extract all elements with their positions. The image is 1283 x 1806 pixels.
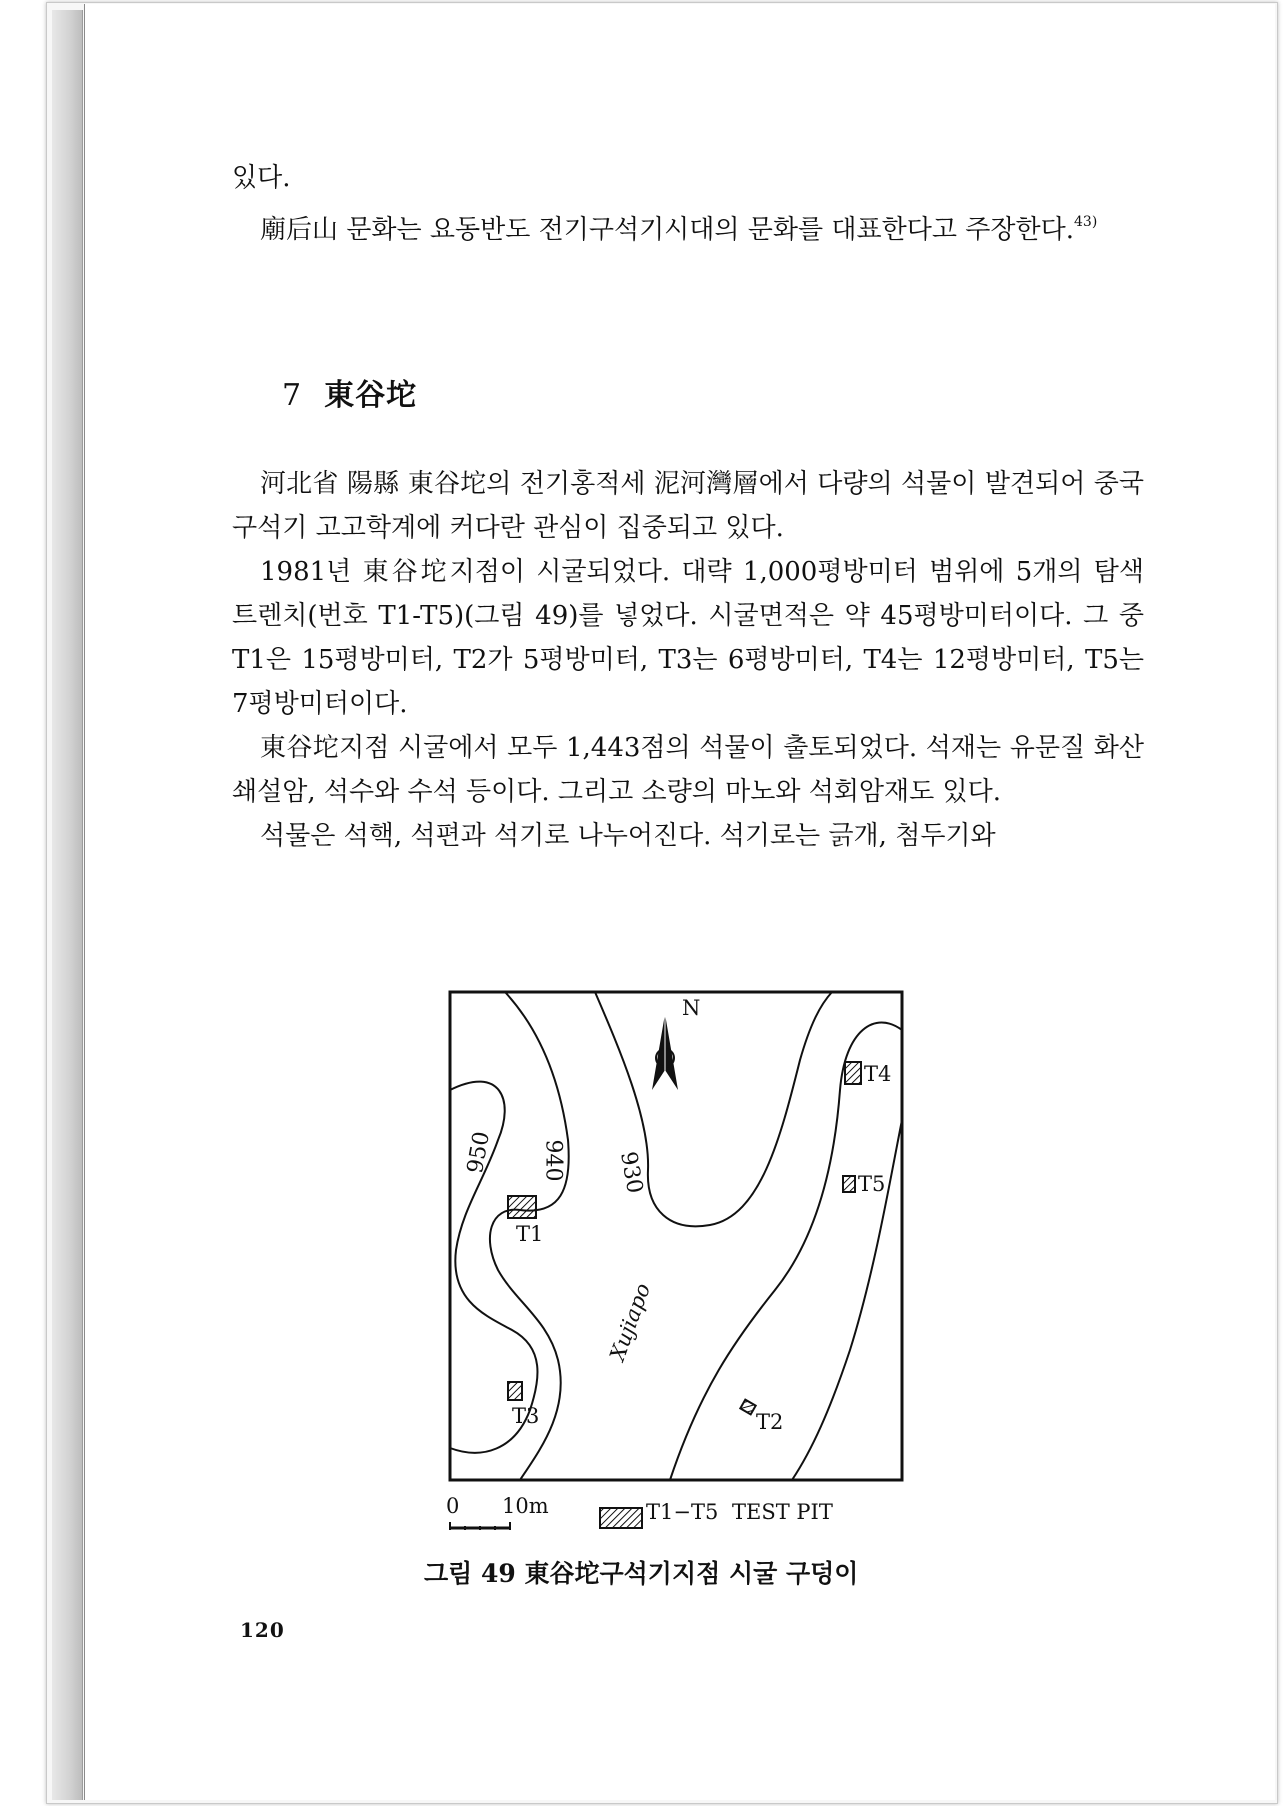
section-title: 東谷坨 — [324, 378, 418, 413]
north-label: N — [682, 996, 701, 1020]
contour-east-2 — [792, 1120, 902, 1480]
legend-swatch — [600, 1508, 642, 1528]
scale-end: 10m — [502, 1494, 549, 1518]
legend-range: T1−T5 — [646, 1500, 719, 1524]
north-arrow — [652, 1014, 678, 1090]
scale-bar — [450, 1522, 510, 1530]
book-spine — [52, 10, 83, 1800]
pit-label-t5: T5 — [858, 1172, 886, 1196]
pit-label-t1: T1 — [516, 1222, 544, 1246]
pit-t5 — [843, 1176, 855, 1192]
body-paragraph-1: 河北省 陽縣 東谷坨의 전기홍적세 泥河灣層에서 다량의 석물이 발견되어 중국 구석기 고고학계에 커다란 관심이 집중되고 있다. — [232, 469, 1144, 543]
figure-49-map — [420, 970, 940, 1590]
paragraph-continuation: 있다. — [232, 163, 291, 193]
figure-caption: 그림 49 東谷坨구석기지점 시굴 구덩이 — [424, 1559, 859, 1588]
pit-t2 — [740, 1400, 755, 1415]
body-paragraph-4: 석물은 석핵, 석편과 석기로 나누어진다. 석기로는 긁개, 첨두기와 — [260, 821, 996, 851]
pit-t1 — [508, 1196, 536, 1218]
body-paragraph-3: 東谷坨지점 시굴에서 모두 1,443점의 석물이 출토되었다. 석재는 유문질 화산쇄설암, 석수와 수석 등이다. 그리고 소량의 마노와 석회암재도 있다. — [232, 733, 1144, 807]
paragraph-myohusan-text: 廟后山 문화는 요동반도 전기구석기시대의 문화를 대표한다고 주장한다. — [260, 215, 1074, 245]
pit-t4 — [845, 1062, 861, 1084]
footnote-ref: 43) — [1074, 214, 1098, 230]
contour-label-930: 930 — [615, 1149, 647, 1196]
pit-label-t3: T3 — [512, 1404, 540, 1428]
pit-t3 — [508, 1382, 522, 1400]
contour-east-1 — [670, 1023, 902, 1481]
contour-map-svg — [420, 970, 940, 1590]
section-heading — [282, 370, 417, 414]
contour-label-950: 950 — [463, 1129, 495, 1176]
body-text — [232, 462, 1144, 858]
scale-start: 0 — [446, 1494, 460, 1518]
legend-text: TEST PIT — [732, 1500, 833, 1524]
paragraph-myohusan — [232, 200, 1144, 252]
body-paragraph-2: 1981년 東谷坨지점이 시굴되었다. 대략 1,000평방미터 범위에 5개의 탐색 트렌치(번호 T1-T5)(그림 49)를 넣었다. 시굴면적은 약 45평방미터이다. 그 중 T1은 15평방미터, T2가 5평방미터, T3는 6평방미터, T4는 12평방미터, T5는 7평방미터이다. — [232, 557, 1144, 719]
place-label-xujiapo: Xujiapo — [605, 1280, 656, 1364]
section-number: 7 — [282, 378, 303, 413]
intro-text — [232, 156, 1144, 252]
contour-label-940: 940 — [540, 1139, 566, 1182]
page-number: 120 — [240, 1618, 285, 1642]
pit-label-t2: T2 — [756, 1410, 784, 1434]
pit-label-t4: T4 — [864, 1062, 892, 1086]
